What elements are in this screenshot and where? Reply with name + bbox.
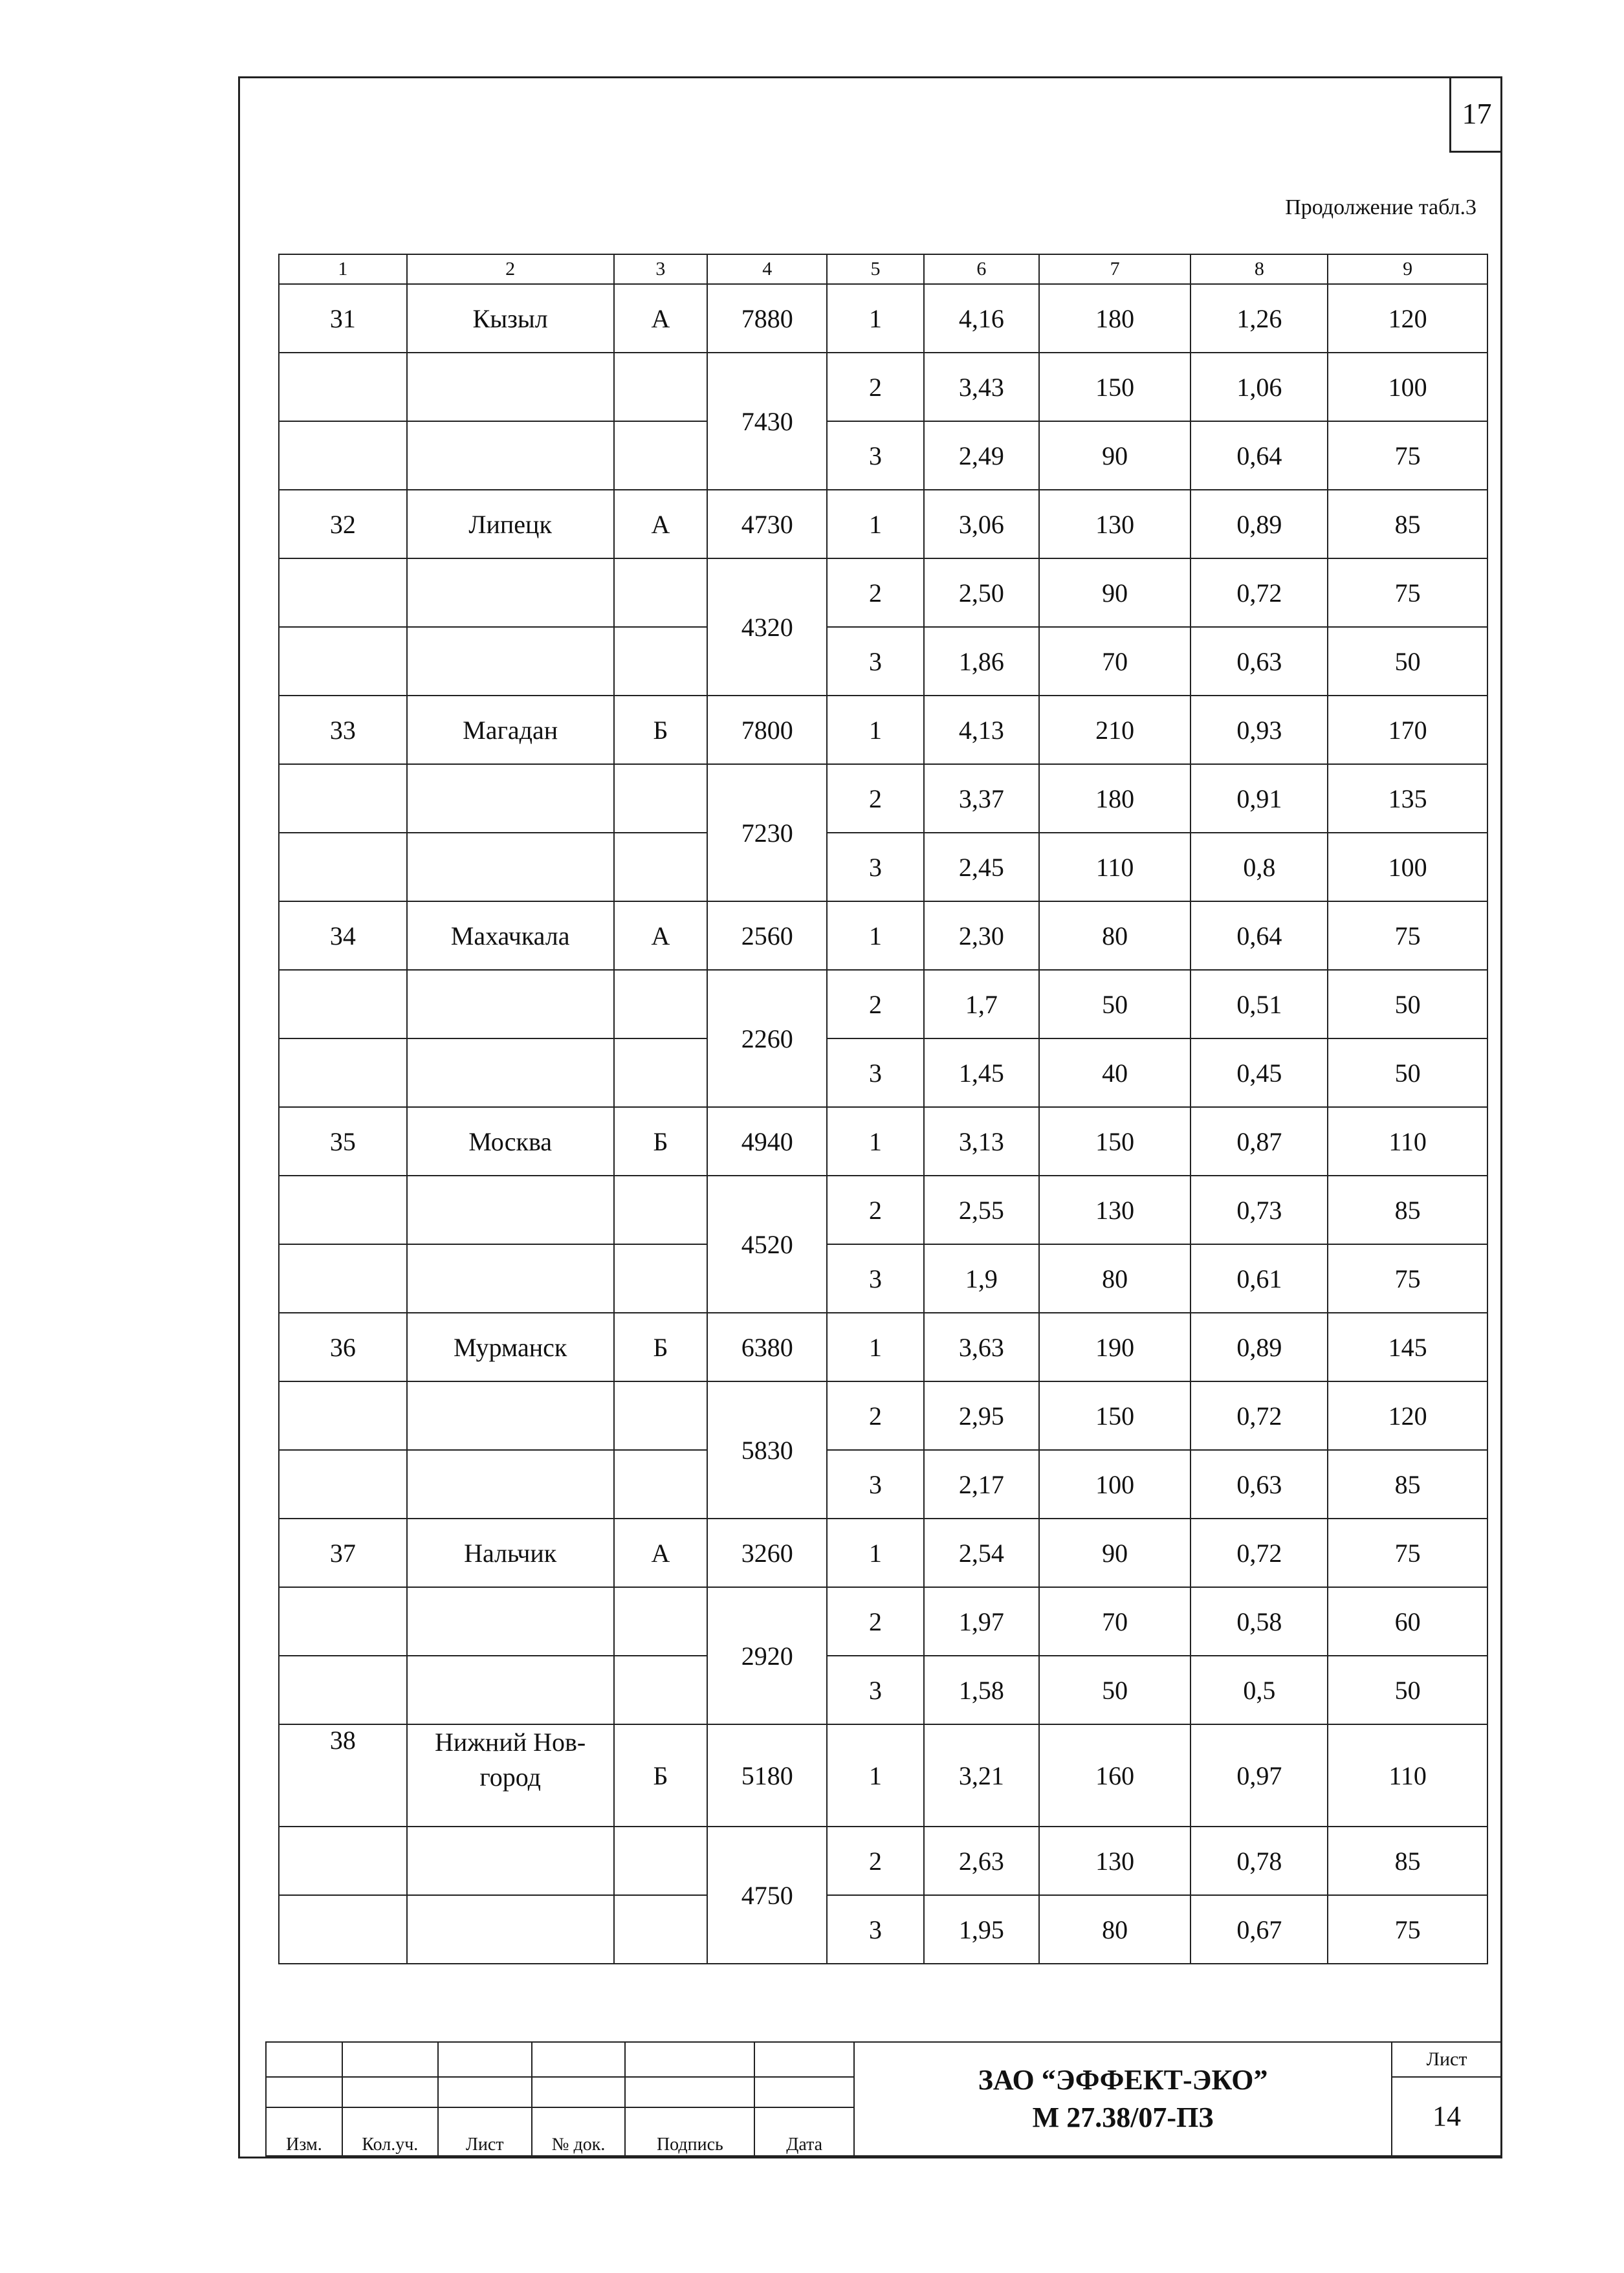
value-col8: 0,64	[1191, 421, 1328, 490]
value-col4: 7880	[707, 284, 827, 353]
value-col9: 100	[1328, 833, 1487, 901]
value-col8: 0,5	[1191, 1656, 1328, 1724]
zone-letter: Б	[614, 696, 708, 764]
value-col6: 1,58	[924, 1656, 1039, 1724]
empty-cell	[279, 970, 407, 1038]
value-col9: 50	[1328, 627, 1487, 696]
row-number: 35	[279, 1107, 407, 1176]
column-number: 9	[1328, 254, 1487, 284]
value-col7: 210	[1039, 696, 1191, 764]
value-col4: 4520	[707, 1176, 827, 1313]
value-col6: 3,06	[924, 490, 1039, 558]
revision-cell	[532, 2077, 626, 2108]
empty-cell	[279, 1176, 407, 1244]
empty-cell	[279, 627, 407, 696]
empty-cell	[407, 764, 614, 833]
value-col7: 50	[1039, 970, 1191, 1038]
empty-cell	[407, 558, 614, 627]
value-col9: 75	[1328, 901, 1487, 970]
value-col4: 3260	[707, 1519, 827, 1587]
empty-cell	[407, 1381, 614, 1450]
revision-cell	[342, 2077, 438, 2108]
column-number: 5	[827, 254, 924, 284]
table-row	[279, 764, 1487, 833]
table-caption: Продолжение табл.3	[1285, 195, 1476, 219]
value-col4: 2560	[707, 901, 827, 970]
value-col4: 2260	[707, 970, 827, 1107]
column-number: 3	[614, 254, 708, 284]
value-col7: 160	[1039, 1724, 1191, 1827]
value-col5: 3	[827, 833, 924, 901]
table-row	[279, 558, 1487, 627]
value-col5: 1	[827, 490, 924, 558]
value-col6: 1,45	[924, 1038, 1039, 1107]
empty-cell	[279, 833, 407, 901]
empty-cell	[279, 1450, 407, 1519]
table-row	[279, 696, 1487, 764]
empty-cell	[279, 1381, 407, 1450]
empty-cell	[279, 421, 407, 490]
empty-cell	[407, 1656, 614, 1724]
empty-cell	[407, 970, 614, 1038]
empty-cell	[407, 1895, 614, 1964]
value-col6: 2,30	[924, 901, 1039, 970]
row-number: 31	[279, 284, 407, 353]
value-col5: 2	[827, 1587, 924, 1656]
value-col5: 3	[827, 1244, 924, 1313]
zone-letter: Б	[614, 1724, 708, 1827]
value-col9: 110	[1328, 1107, 1487, 1176]
value-col6: 1,95	[924, 1895, 1039, 1964]
empty-cell	[614, 764, 708, 833]
city-name: Липецк	[407, 490, 614, 558]
city-name: Москва	[407, 1107, 614, 1176]
value-col7: 190	[1039, 1313, 1191, 1381]
value-col5: 1	[827, 1519, 924, 1587]
empty-cell	[614, 421, 708, 490]
city-name: Кызыл	[407, 284, 614, 353]
city-name: Махачкала	[407, 901, 614, 970]
table-row	[279, 970, 1487, 1038]
row-number: 34	[279, 901, 407, 970]
value-col5: 1	[827, 1313, 924, 1381]
revision-cell	[625, 2042, 754, 2077]
city-name: Нальчик	[407, 1519, 614, 1587]
empty-cell	[407, 833, 614, 901]
revision-cell	[532, 2042, 626, 2077]
column-number: 1	[279, 254, 407, 284]
column-number: 7	[1039, 254, 1191, 284]
table-row	[279, 1519, 1487, 1587]
value-col6: 1,7	[924, 970, 1039, 1038]
value-col5: 3	[827, 1895, 924, 1964]
empty-cell	[614, 1038, 708, 1107]
value-col5: 1	[827, 1724, 924, 1827]
empty-cell	[614, 970, 708, 1038]
empty-cell	[614, 1827, 708, 1895]
table-row	[279, 1587, 1487, 1656]
empty-cell	[407, 421, 614, 490]
row-number: 33	[279, 696, 407, 764]
zone-letter: А	[614, 1519, 708, 1587]
empty-cell	[614, 627, 708, 696]
value-col9: 50	[1328, 1038, 1487, 1107]
city-name: Мурманск	[407, 1313, 614, 1381]
value-col4: 6380	[707, 1313, 827, 1381]
empty-cell	[279, 1895, 407, 1964]
value-col8: 0,63	[1191, 627, 1328, 696]
value-col8: 1,26	[1191, 284, 1328, 353]
value-col8: 0,97	[1191, 1724, 1328, 1827]
value-col8: 0,8	[1191, 833, 1328, 901]
value-col8: 0,45	[1191, 1038, 1328, 1107]
value-col7: 80	[1039, 1895, 1191, 1964]
value-col8: 0,73	[1191, 1176, 1328, 1244]
value-col6: 2,17	[924, 1450, 1039, 1519]
page-number: 17	[1449, 76, 1502, 153]
value-col7: 130	[1039, 1176, 1191, 1244]
table-row	[279, 1107, 1487, 1176]
value-col4: 7230	[707, 764, 827, 901]
value-col9: 50	[1328, 1656, 1487, 1724]
value-col9: 75	[1328, 1244, 1487, 1313]
table-row	[279, 1244, 1487, 1313]
value-col5: 2	[827, 970, 924, 1038]
value-col9: 75	[1328, 1895, 1487, 1964]
value-col8: 0,58	[1191, 1587, 1328, 1656]
value-col5: 2	[827, 1176, 924, 1244]
value-col8: 0,72	[1191, 558, 1328, 627]
empty-cell	[407, 1038, 614, 1107]
row-number: 37	[279, 1519, 407, 1587]
value-col6: 3,37	[924, 764, 1039, 833]
value-col9: 50	[1328, 970, 1487, 1038]
value-col7: 90	[1039, 558, 1191, 627]
stamp-label-signature: Подпись	[625, 2107, 754, 2156]
value-col4: 4730	[707, 490, 827, 558]
value-col9: 85	[1328, 1176, 1487, 1244]
value-col6: 4,16	[924, 284, 1039, 353]
value-col8: 0,89	[1191, 1313, 1328, 1381]
value-col6: 2,50	[924, 558, 1039, 627]
table-row	[279, 284, 1487, 353]
value-col7: 80	[1039, 901, 1191, 970]
value-col8: 0,51	[1191, 970, 1328, 1038]
value-col4: 7800	[707, 696, 827, 764]
table-row	[279, 1895, 1487, 1964]
value-col4: 4320	[707, 558, 827, 696]
stamp-label-sheet: Лист	[438, 2107, 532, 2156]
value-col8: 0,72	[1191, 1519, 1328, 1587]
table-row	[279, 1724, 1487, 1827]
value-col7: 70	[1039, 627, 1191, 696]
stamp-label-count: Кол.уч.	[342, 2107, 438, 2156]
value-col7: 100	[1039, 1450, 1191, 1519]
empty-cell	[614, 1656, 708, 1724]
value-col6: 1,86	[924, 627, 1039, 696]
value-col8: 0,91	[1191, 764, 1328, 833]
value-col9: 120	[1328, 1381, 1487, 1450]
table-row	[279, 490, 1487, 558]
empty-cell	[407, 1244, 614, 1313]
value-col7: 40	[1039, 1038, 1191, 1107]
revision-cell	[754, 2077, 854, 2108]
empty-cell	[407, 627, 614, 696]
empty-cell	[279, 1656, 407, 1724]
table-row	[279, 1038, 1487, 1107]
column-number: 8	[1191, 254, 1328, 284]
value-col5: 2	[827, 558, 924, 627]
stamp-label-date: Дата	[754, 2107, 854, 2156]
value-col9: 75	[1328, 1519, 1487, 1587]
value-col8: 0,64	[1191, 901, 1328, 970]
value-col8: 0,93	[1191, 696, 1328, 764]
empty-cell	[614, 833, 708, 901]
value-col6: 2,95	[924, 1381, 1039, 1450]
value-col7: 70	[1039, 1587, 1191, 1656]
row-number: 32	[279, 490, 407, 558]
value-col6: 3,13	[924, 1107, 1039, 1176]
value-col9: 120	[1328, 284, 1487, 353]
value-col5: 3	[827, 1038, 924, 1107]
value-col4: 5830	[707, 1381, 827, 1519]
column-number: 4	[707, 254, 827, 284]
value-col6: 2,54	[924, 1519, 1039, 1587]
value-col5: 3	[827, 1656, 924, 1724]
value-col7: 130	[1039, 1827, 1191, 1895]
revision-cell	[625, 2077, 754, 2108]
empty-cell	[614, 1244, 708, 1313]
value-col4: 7430	[707, 353, 827, 490]
value-col7: 90	[1039, 1519, 1191, 1587]
zone-letter: А	[614, 490, 708, 558]
empty-cell	[407, 1176, 614, 1244]
value-col7: 90	[1039, 421, 1191, 490]
value-col6: 2,63	[924, 1827, 1039, 1895]
value-col4: 5180	[707, 1724, 827, 1827]
value-col4: 4750	[707, 1827, 827, 1964]
revision-cell	[438, 2042, 532, 2077]
empty-cell	[279, 1587, 407, 1656]
value-col9: 75	[1328, 558, 1487, 627]
revision-cell	[266, 2042, 342, 2077]
table-row	[279, 421, 1487, 490]
title-block	[265, 2041, 1502, 2157]
table-body	[279, 284, 1487, 1964]
empty-cell	[407, 1587, 614, 1656]
value-col5: 1	[827, 284, 924, 353]
value-col6: 2,45	[924, 833, 1039, 901]
value-col7: 180	[1039, 764, 1191, 833]
value-col5: 3	[827, 627, 924, 696]
value-col7: 150	[1039, 353, 1191, 421]
value-col6: 4,13	[924, 696, 1039, 764]
revision-cell	[342, 2042, 438, 2077]
value-col7: 150	[1039, 1381, 1191, 1450]
empty-cell	[614, 1176, 708, 1244]
zone-letter: Б	[614, 1107, 708, 1176]
value-col9: 135	[1328, 764, 1487, 833]
city-name: Магадан	[407, 696, 614, 764]
empty-cell	[279, 1038, 407, 1107]
value-col4: 4940	[707, 1107, 827, 1176]
empty-cell	[614, 353, 708, 421]
value-col8: 0,61	[1191, 1244, 1328, 1313]
zone-letter: А	[614, 284, 708, 353]
value-col9: 85	[1328, 1450, 1487, 1519]
value-col6: 3,43	[924, 353, 1039, 421]
table-row	[279, 1656, 1487, 1724]
table-row	[279, 1176, 1487, 1244]
column-number: 2	[407, 254, 614, 284]
value-col9: 145	[1328, 1313, 1487, 1381]
value-col7: 50	[1039, 1656, 1191, 1724]
document-code: М 27.38/07-ПЗ	[1032, 2102, 1214, 2133]
value-col9: 60	[1328, 1587, 1487, 1656]
table-row	[279, 353, 1487, 421]
table-row	[279, 1313, 1487, 1381]
value-col5: 1	[827, 901, 924, 970]
value-col9: 100	[1328, 353, 1487, 421]
table-row	[279, 1381, 1487, 1450]
value-col5: 3	[827, 421, 924, 490]
value-col7: 80	[1039, 1244, 1191, 1313]
value-col5: 1	[827, 1107, 924, 1176]
column-number-row	[279, 254, 1487, 284]
empty-cell	[407, 353, 614, 421]
empty-cell	[407, 1827, 614, 1895]
organization-block	[854, 2042, 1392, 2156]
sheet-label: Лист	[1392, 2042, 1502, 2077]
table-row	[279, 1450, 1487, 1519]
row-number: 36	[279, 1313, 407, 1381]
value-col5: 2	[827, 353, 924, 421]
column-number: 6	[924, 254, 1039, 284]
value-col6: 2,55	[924, 1176, 1039, 1244]
value-col9: 75	[1328, 421, 1487, 490]
value-col7: 130	[1039, 490, 1191, 558]
value-col6: 2,49	[924, 421, 1039, 490]
value-col5: 1	[827, 696, 924, 764]
stamp-label-doc-no: № док.	[532, 2107, 626, 2156]
empty-cell	[279, 1827, 407, 1895]
value-col5: 2	[827, 1827, 924, 1895]
empty-cell	[279, 353, 407, 421]
sheet-number: 14	[1392, 2077, 1502, 2156]
value-col6: 1,97	[924, 1587, 1039, 1656]
value-col8: 1,06	[1191, 353, 1328, 421]
table-row	[279, 1827, 1487, 1895]
empty-cell	[279, 764, 407, 833]
data-table	[278, 254, 1488, 1964]
row-number: 38	[279, 1724, 407, 1827]
empty-cell	[614, 558, 708, 627]
value-col6: 1,9	[924, 1244, 1039, 1313]
value-col8: 0,89	[1191, 490, 1328, 558]
organization-name: ЗАО “ЭФФЕКТ-ЭКО”	[978, 2064, 1268, 2096]
value-col9: 85	[1328, 1827, 1487, 1895]
empty-cell	[407, 1450, 614, 1519]
value-col7: 150	[1039, 1107, 1191, 1176]
value-col8: 0,67	[1191, 1895, 1328, 1964]
empty-cell	[614, 1587, 708, 1656]
value-col8: 0,78	[1191, 1827, 1328, 1895]
value-col8: 0,87	[1191, 1107, 1328, 1176]
empty-cell	[614, 1895, 708, 1964]
table-row	[279, 627, 1487, 696]
value-col7: 110	[1039, 833, 1191, 901]
value-col6: 3,63	[924, 1313, 1039, 1381]
value-col5: 2	[827, 1381, 924, 1450]
revision-cell	[754, 2042, 854, 2077]
value-col8: 0,63	[1191, 1450, 1328, 1519]
value-col7: 180	[1039, 284, 1191, 353]
value-col9: 110	[1328, 1724, 1487, 1827]
value-col9: 85	[1328, 490, 1487, 558]
value-col9: 170	[1328, 696, 1487, 764]
revision-cell	[438, 2077, 532, 2108]
empty-cell	[279, 1244, 407, 1313]
value-col8: 0,72	[1191, 1381, 1328, 1450]
zone-letter: А	[614, 901, 708, 970]
table-row	[279, 833, 1487, 901]
zone-letter: Б	[614, 1313, 708, 1381]
revision-cell	[266, 2077, 342, 2108]
value-col6: 3,21	[924, 1724, 1039, 1827]
value-col5: 2	[827, 764, 924, 833]
stamp-label-change: Изм.	[266, 2107, 342, 2156]
city-name: Нижний Нов- город	[407, 1724, 614, 1827]
empty-cell	[614, 1450, 708, 1519]
value-col4: 2920	[707, 1587, 827, 1724]
empty-cell	[614, 1381, 708, 1450]
value-col5: 3	[827, 1450, 924, 1519]
empty-cell	[279, 558, 407, 627]
table-row	[279, 901, 1487, 970]
